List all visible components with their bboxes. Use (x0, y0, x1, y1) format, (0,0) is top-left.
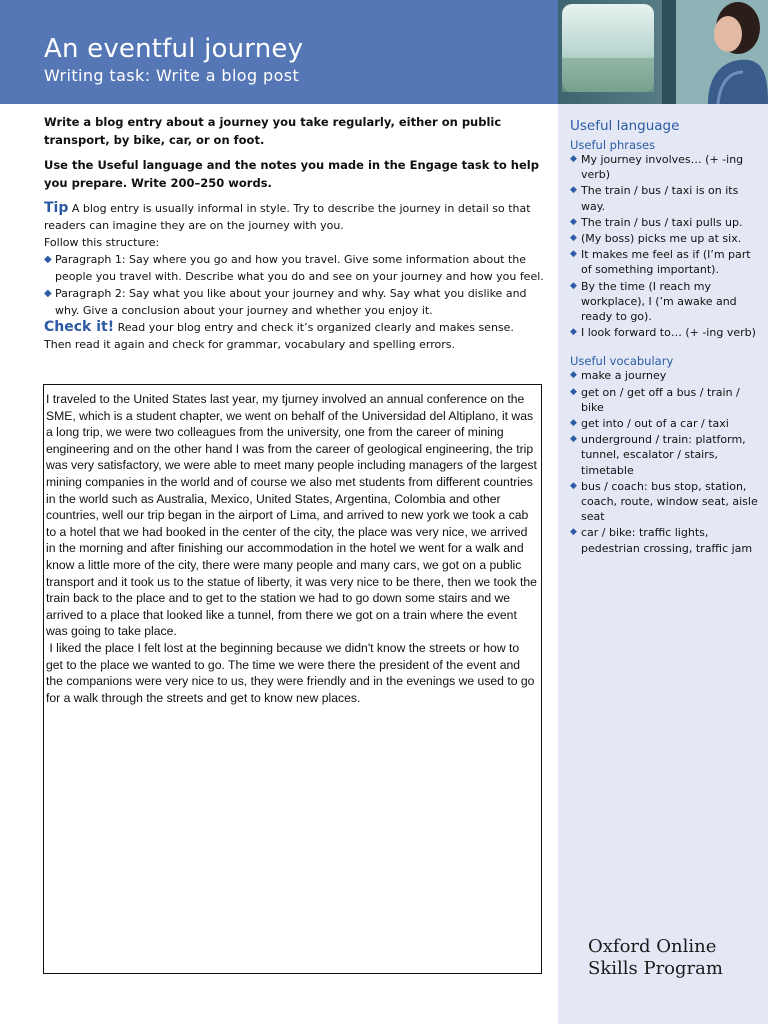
check-label: Check it! (44, 319, 115, 335)
diamond-bullet-icon: ◆ (570, 480, 577, 491)
vocab-item: ◆ bus / coach: bus stop, station, coach, route, window seat, aisle seat (570, 479, 758, 524)
logo-line-1: Oxford Online (588, 936, 717, 957)
tip-label: Tip (44, 200, 69, 216)
sidebar (558, 104, 768, 1024)
diamond-bullet-icon: ◆ (570, 154, 577, 164)
diamond-bullet-icon: ◆ (570, 280, 577, 291)
diamond-bullet-icon: ◆ (570, 216, 577, 227)
phrase-item: ◆ The train / bus / taxi pulls up. (570, 215, 743, 229)
page-header (0, 0, 558, 104)
useful-vocabulary-heading: Useful vocabulary (570, 354, 674, 369)
diamond-bullet-icon: ◆ (570, 233, 577, 244)
diamond-bullet-icon: ◆ (570, 185, 577, 196)
phrase-item: ◆ (My boss) picks me up at six. (570, 232, 742, 246)
structure-bullet: ◆ Paragraph 2: Say what you like about your journey and why. Say what you dislike and why. Give a conclusion about your journey and whether you enjoy it. (44, 287, 527, 317)
diamond-bullet-icon: ◆ (570, 418, 577, 429)
publisher-logo (588, 936, 723, 980)
blog-answer-box[interactable]: I traveled to the United States last year, my tjurney involved an annual conference on the SME, which is a student chapter, we went on behalf of the Universidad del Altiplano, it was a long trip, we were two colleagues from the university, one from the career of mining engineering and on the other hand I was from the career of geological engineering, the trip was very satisfactory, we were able to meet many people including managers of the largest mining companies in the world and of course we also met students from different countries in the world such as Australia, Mexico, United States, Argentina, Colombia and other countries, well our trip began in the airport of Lima, and arrived to new york we took a cab to a hotel that we had booked in the center of the city, the place was very nice, we arrived in the morning and after finishing our accommodation in the hotel we went for a walk and know a little more of the city, there were many people and many cars, we got on a public transport and it took us to the statue of liberty, it was very nice to be there, then we took the train back to the place and to get to the station we had to go down some stairs and we arrived to a place that looked like a tunnel, from there we got on a train where the event was going to take place. I liked the place I felt lost at the beginning because we didn't know the streets or how to get to the place we wanted to go. The time we were there the president of the event and the companions were very nice to us, they were friendly and in the evenings we used to go for a walk through the streets and get to know new places. (43, 384, 542, 974)
diamond-bullet-icon: ◆ (570, 434, 577, 445)
page-subtitle: Writing task: Write a blog post (44, 66, 300, 85)
diamond-bullet-icon: ◆ (44, 288, 52, 299)
diamond-bullet-icon: ◆ (570, 327, 577, 338)
phrase-item: ◆ The train / bus / taxi is on its way. (570, 184, 739, 213)
check-text: Read your blog entry and check it’s organized clearly and makes sense. Then read it again and check for grammar, vocabulary and spelling errors. (44, 321, 514, 351)
check-paragraph (44, 319, 544, 353)
vocab-item: ◆ car / bike: traffic lights, pedestrian crossing, traffic jam (570, 526, 753, 555)
useful-vocabulary-list (570, 368, 760, 555)
phrase-item: ◆ I look forward to… (+ -ing verb) (570, 326, 756, 340)
task-paragraph-1: Write a blog entry about a journey you take regularly, either on public transport, by bike, car, or on foot. (44, 115, 502, 147)
useful-phrases-heading: Useful phrases (570, 138, 656, 152)
diamond-bullet-icon: ◆ (570, 527, 577, 538)
header-photo (558, 0, 768, 104)
phrase-item: ◆ By the time (I reach my workplace), I (’m awake and ready to go). (570, 279, 737, 324)
instructions (44, 114, 544, 353)
tip-text: A blog entry is usually informal in style. Try to describe the journey in detail so that readers can imagine they are on the journey with you. (44, 202, 531, 232)
follow-structure-text: Follow this structure: (44, 236, 160, 249)
tip-paragraph (44, 200, 544, 234)
useful-language-heading: Useful language (570, 118, 680, 134)
phrase-item: ◆ My journey involves… (+ -ing verb) (570, 153, 744, 182)
vocab-item: ◆ make a journey (570, 369, 667, 383)
diamond-bullet-icon: ◆ (44, 254, 52, 265)
useful-phrases-list (570, 152, 760, 340)
diamond-bullet-icon: ◆ (570, 386, 577, 397)
task-paragraph-2: Use the Useful language and the notes you made in the Engage task to help you prepare. Write 200–250 words. (44, 158, 539, 190)
vocab-item: ◆ get on / get off a bus / train / bike (570, 385, 740, 414)
diamond-bullet-icon: ◆ (570, 249, 577, 260)
page-title: An eventful journey (44, 34, 304, 64)
phrase-item: ◆ It makes me feel as if (I’m part of something important). (570, 248, 751, 277)
vocab-item: ◆ underground / train: platform, tunnel, escalator / stairs, timetable (570, 433, 746, 477)
diamond-bullet-icon: ◆ (570, 370, 577, 381)
vocab-item: ◆ get into / out of a car / taxi (570, 417, 729, 431)
train-window-photo (558, 0, 768, 104)
logo-line-2: Skills Program (588, 958, 723, 979)
structure-bullet: ◆ Paragraph 1: Say where you go and how you travel. Give some information about the people you travel with. Describe what you do and see on your journey and how you feel. (44, 253, 544, 283)
